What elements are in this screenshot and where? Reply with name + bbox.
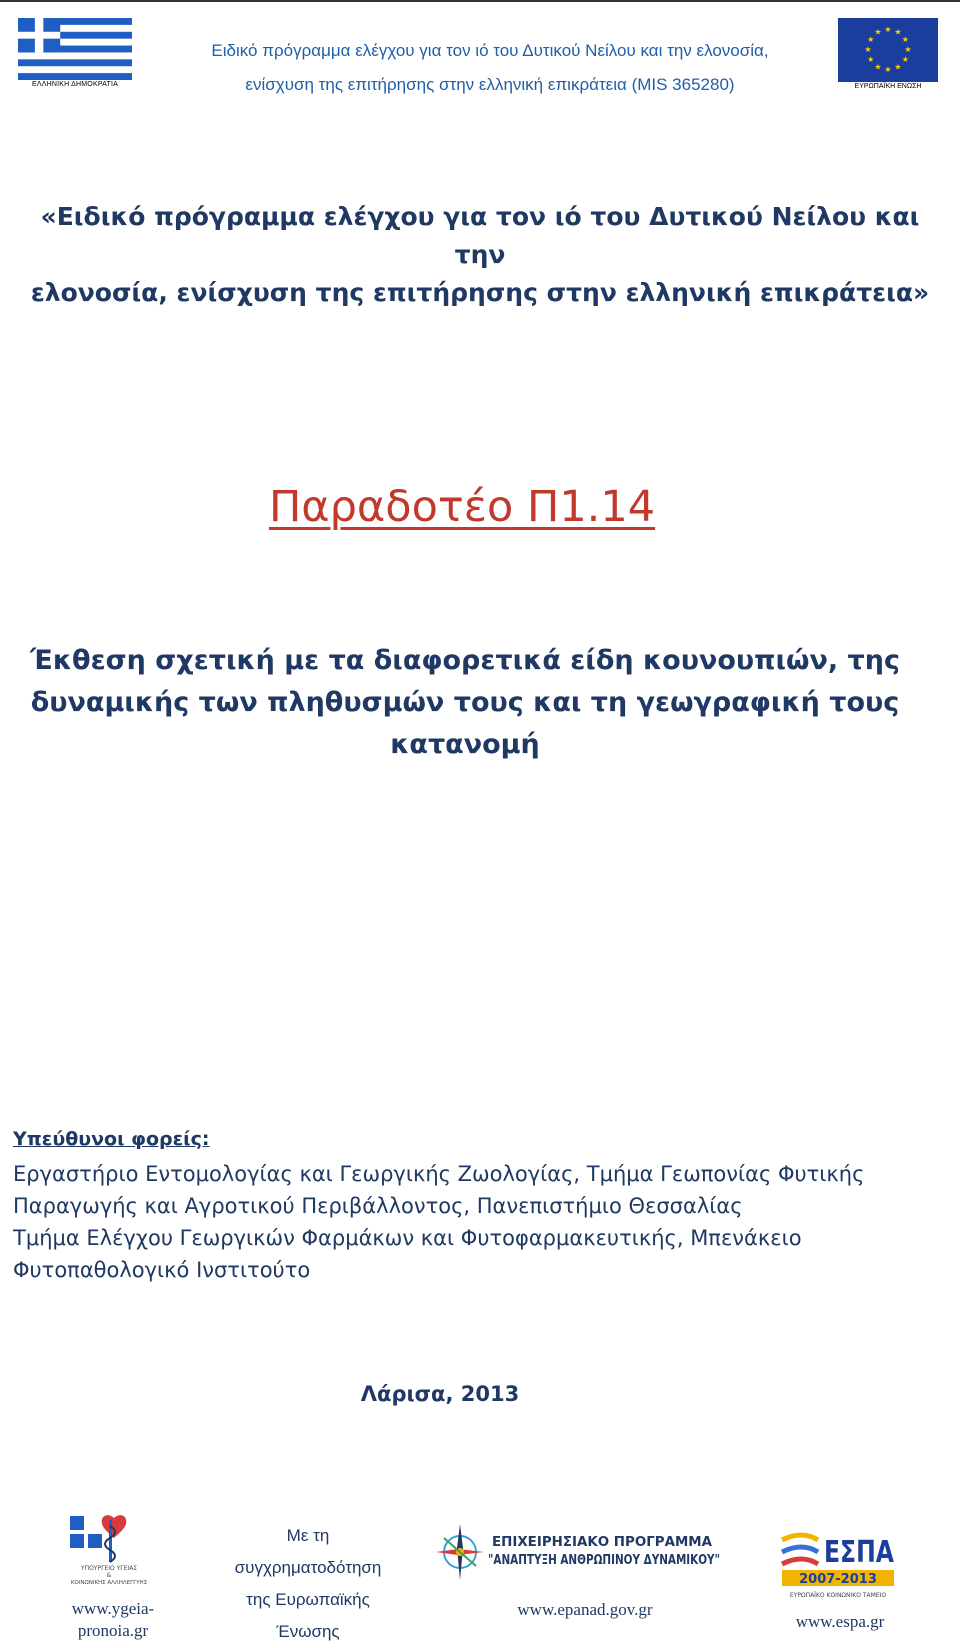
svg-text:★: ★ xyxy=(894,62,902,72)
program-title-line-1: «Ειδικό πρόγραμμα ελέγχου για τον ιό του Δυτικού Νείλου και την xyxy=(40,202,920,269)
svg-text:★: ★ xyxy=(867,55,875,64)
espa-url: www.espa.gr xyxy=(795,1612,885,1631)
program-title-line-2: ελονοσία, ενίσχυση της επιτήρησης στην ελληνική επικράτεια» xyxy=(30,278,930,307)
greek-flag-logo xyxy=(18,18,132,80)
eu-cofunding-text xyxy=(218,1520,398,1648)
cofund-line-3: της Ευρωπαϊκής xyxy=(246,1590,370,1609)
espa-years: 2007-2013 xyxy=(799,1572,877,1587)
ministry-health-logo xyxy=(62,1512,156,1588)
svg-text:★: ★ xyxy=(867,35,875,44)
deliverable-heading: Παραδοτέο Π1.14 xyxy=(268,482,656,532)
epanad-url: www.epanad.gov.gr xyxy=(517,1600,653,1619)
responsible-line-1: Εργαστήριο Εντομολογίας και Γεωργικής Ζωολογίας, Τμήμα Γεωπονίας Φυτικής xyxy=(13,1162,865,1186)
city-year: Λάρισα, 2013 xyxy=(360,1382,520,1406)
ministry-url-line-2: pronoia.gr xyxy=(77,1621,149,1640)
responsible-line-4: Φυτοπαθολογικό Ινστιτούτο xyxy=(13,1258,311,1282)
cofund-line-1: Με τη xyxy=(286,1526,330,1545)
ministry-url xyxy=(58,1598,168,1642)
report-title-line-2: δυναμικής των πληθυσμών τους και τη γεωγραφική τους xyxy=(30,687,900,718)
svg-text:★: ★ xyxy=(901,55,909,64)
epanad-program-logo xyxy=(430,1512,730,1592)
report-title xyxy=(20,640,910,766)
eu-flag-logo xyxy=(838,18,938,82)
report-title-line-1: Έκθεση σχετική με τα διαφορετικά είδη κουνουπιών, της xyxy=(30,645,900,676)
espa-tagline: ΕΥΡΩΠΑΪΚΟ ΚΟΙΝΩΝΙΚΟ ΤΑΜΕΙΟ xyxy=(789,1592,887,1599)
header-line-1: Ειδικό πρόγραμμα ελέγχου για τον ιό του Δυτικού Νείλου και την ελονοσία, xyxy=(211,41,769,60)
ministry-caption-2: & xyxy=(106,1572,112,1579)
espa-title: ΕΣΠΑ xyxy=(824,1535,895,1570)
svg-text:★: ★ xyxy=(874,27,882,37)
report-title-line-3: κατανομή xyxy=(390,729,540,760)
svg-text:★: ★ xyxy=(904,45,912,54)
espa-logo xyxy=(778,1526,898,1602)
epanad-logo-line-1: ΕΠΙΧΕΙΡΗΣΙΑΚΟ ΠΡΟΓΡΑΜΜΑ xyxy=(492,1535,712,1550)
cofund-line-2: συγχρηματοδότηση xyxy=(234,1558,382,1577)
svg-text:★: ★ xyxy=(874,62,882,72)
header-program-text xyxy=(150,34,830,102)
program-title xyxy=(30,198,930,312)
ministry-caption-3: ΚΟΙΝΩΝΙΚΗΣ ΑΛΛΗΛΕΓΓΥΗΣ xyxy=(70,1580,148,1586)
eu-flag-caption: ΕΥΡΩΠΑΪΚΗ ΕΝΩΣΗ xyxy=(854,83,922,90)
greek-flag-caption: ΕΛΛΗΝΙΚΗ ΔΗΜΟΚΡΑΤΙΑ xyxy=(31,81,119,88)
svg-text:★: ★ xyxy=(884,65,892,74)
cofund-line-4: Ένωσης xyxy=(276,1622,340,1641)
responsible-label: Υπεύθυνοι φορείς: xyxy=(13,1128,210,1150)
epanad-logo-line-2: "ΑΝΑΠΤΥΞΗ ΑΝΘΡΩΠΙΝΟΥ ΔΥΝΑΜΙΚΟΥ" xyxy=(488,1553,720,1568)
svg-text:★: ★ xyxy=(884,25,892,34)
top-border xyxy=(0,0,960,2)
header-line-2: ενίσχυση της επιτήρησης στην ελληνική επικράτεια (MIS 365280) xyxy=(245,75,735,94)
svg-text:★: ★ xyxy=(894,27,902,37)
responsible-line-3: Τμήμα Ελέγχου Γεωργικών Φαρμάκων και Φυτοφαρμακευτικής, Μπενάκειο xyxy=(13,1226,802,1250)
ministry-caption-1: ΥΠΟΥΡΓΕΙΟ ΥΓΕΙΑΣ xyxy=(80,1565,138,1572)
ministry-url-line-1: www.ygeia- xyxy=(71,1599,155,1618)
responsible-line-2: Παραγωγής και Αγροτικού Περιβάλλοντος, Πανεπιστήμιο Θεσσαλίας xyxy=(13,1194,743,1218)
svg-text:★: ★ xyxy=(864,45,872,54)
svg-text:★: ★ xyxy=(901,35,909,44)
responsible-bodies xyxy=(13,1158,913,1286)
